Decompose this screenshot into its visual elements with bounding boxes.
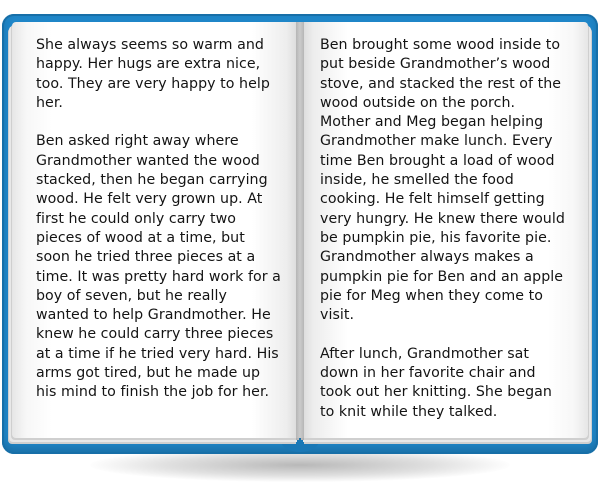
right-page-text: Ben brought some wood inside to put beside Grandmother’s wood stove, and stacked the rest of the wood outside on the porch. Mother and Meg began helping Grandmother make lunch. Every time Ben brought a load of wood inside, he smelled the food cooking. He felt himself getting very hungry. He knew there would be pumpkin pie, his favorite pie. Grandmother always makes a pumpkin pie for Ben and an apple pie for Meg when they come to visit. After lunch, Grandmother sat down in her favorite chair and took out her knitting. She began to knit while they talked.: [320, 37, 565, 420]
book-gutter: [296, 22, 304, 440]
left-page-text: She always seems so warm and happy. Her hugs are extra nice, too. They are very happy to help her. Ben asked right away where Grandmother wanted the wood stacked, then he began carrying wood. He felt very grown up. At first he could only carry two pieces of wood at a time, but soon he tried three pieces at a time. It was pretty hard work for a boy of seven, but he really wanted to help Grandmother. He knew he could carry three pieces at a time if he tried very hard. His arms got tired, but he made up his mind to finish the job for her.: [36, 37, 281, 401]
